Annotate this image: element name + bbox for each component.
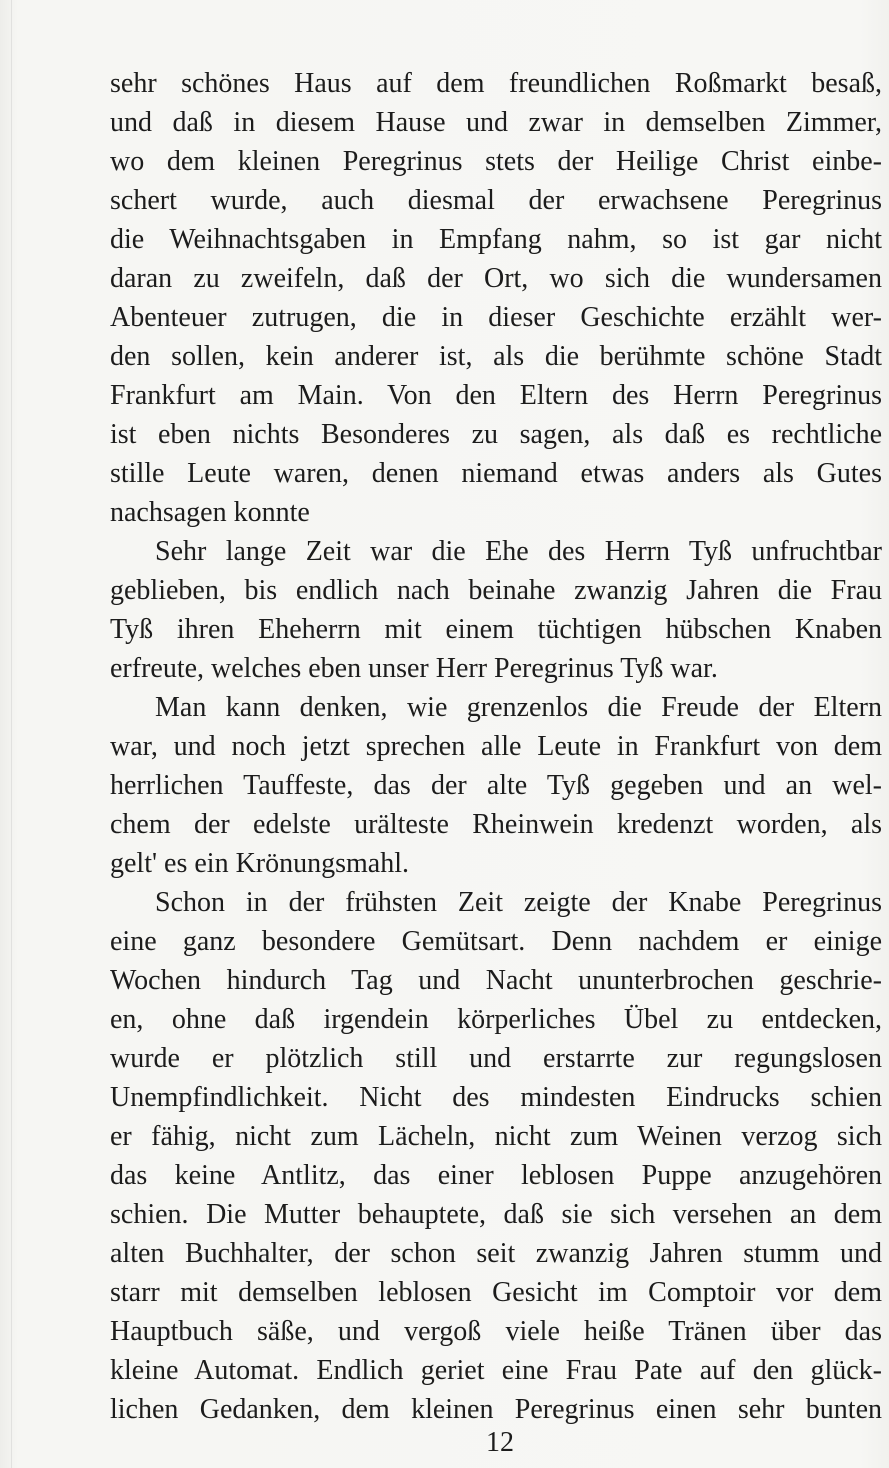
text-line: Hauptbuch säße, und vergoß viele heiße Tränen über das [110,1316,882,1347]
text-line: chem der edelste urälteste Rheinwein kredenzt worden, als [110,809,882,840]
text-line: Tyß ihren Eheherrn mit einem tüchtigen hübschen Knaben [110,614,882,645]
text-line: Abenteuer zutrugen, die in dieser Geschichte erzählt wer- [110,302,882,333]
text-line: Frankfurt am Main. Von den Eltern des Herrn Peregrinus [110,380,882,411]
text-line: nachsagen konnte [110,497,310,528]
paragraph [110,532,882,688]
text-line: eine ganz besondere Gemütsart. Denn nachdem er einige [110,926,882,957]
text-line: er fähig, nicht zum Lächeln, nicht zum Weinen verzog sich [110,1121,882,1152]
text-line: ist eben nichts Besonderes zu sagen, als daß es rechtliche [110,419,882,450]
text-line: Man kann denken, wie grenzenlos die Freude der Eltern [155,692,882,723]
text-line: gelt' es ein Krönungsmahl. [110,848,409,879]
text-line: herrlichen Tauffeste, das der alte Tyß gegeben und an wel- [110,770,882,801]
page-number: 12 [486,1427,514,1458]
text-line: wo dem kleinen Peregrinus stets der Heilige Christ einbe- [110,146,882,177]
text-line: den sollen, kein anderer ist, als die berühmte schöne Stadt [110,341,882,372]
text-line: Schon in der frühsten Zeit zeigte der Knabe Peregrinus [155,887,882,918]
text-line: kleine Automat. Endlich geriet eine Frau Pate auf den glück- [110,1355,882,1386]
text-line: en, ohne daß irgendein körperliches Übel zu entdecken, [110,1004,882,1035]
text-line: Sehr lange Zeit war die Ehe des Herrn Tyß unfruchtbar [155,536,882,567]
text-line: Wochen hindurch Tag und Nacht ununterbrochen geschrie- [110,965,882,996]
text-line: starr mit demselben leblosen Gesicht im Comptoir vor dem [110,1277,882,1308]
text-line: die Weihnachtsgaben in Empfang nahm, so ist gar nicht [110,224,882,255]
body-text [110,64,882,1429]
paragraph [110,688,882,883]
text-line: daran zu zweifeln, daß der Ort, wo sich die wundersamen [110,263,882,294]
text-line: wurde er plötzlich still und erstarrte zur regungslosen [110,1043,882,1074]
text-line: und daß in diesem Hause und zwar in demselben Zimmer, [110,107,882,138]
text-line: sehr schönes Haus auf dem freundlichen Roßmarkt besaß, [110,68,882,99]
text-line: erfreute, welches eben unser Herr Peregrinus Tyß war. [110,653,718,684]
text-line: stille Leute waren, denen niemand etwas anders als Gutes [110,458,882,489]
paragraph [110,883,882,1429]
text-line: schert wurde, auch diesmal der erwachsene Peregrinus [110,185,882,216]
paragraph [110,64,882,532]
text-line: war, und noch jetzt sprechen alle Leute in Frankfurt von dem [110,731,882,762]
text-line: schien. Die Mutter behauptete, daß sie sich versehen an dem [110,1199,882,1230]
text-line: alten Buchhalter, der schon seit zwanzig Jahren stumm und [110,1238,882,1269]
scan-edge-shadow [11,0,12,1468]
text-line: Unempfindlichkeit. Nicht des mindesten Eindrucks schien [110,1082,882,1113]
text-line: das keine Antlitz, das einer leblosen Puppe anzugehören [110,1160,882,1191]
text-line: lichen Gedanken, dem kleinen Peregrinus einen sehr bunten [110,1394,882,1425]
text-line: geblieben, bis endlich nach beinahe zwanzig Jahren die Frau [110,575,882,606]
